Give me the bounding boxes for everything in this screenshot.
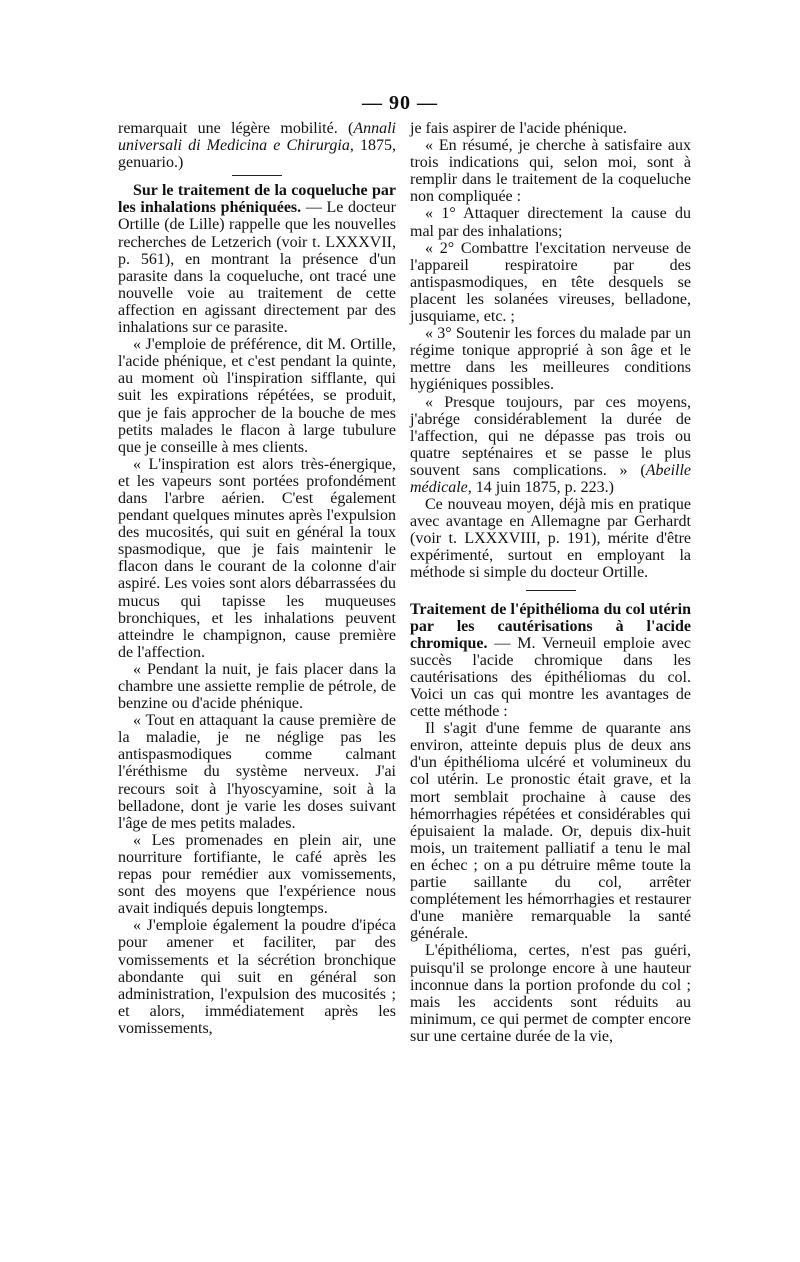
section-title: Sur le traitement de la coqueluche par les inhalations phéniquées. [118, 182, 396, 217]
right-column [410, 120, 691, 1045]
citation-paragraph [410, 394, 691, 497]
paragraph: « 1° Attaquer directement la cause du mal par des inhalations; [410, 205, 691, 240]
section-separator [526, 590, 576, 591]
section-paragraph [118, 182, 396, 336]
paragraph: « J'emploie également la poudre d'ipéca pour amener et faciliter, par des vomissements et la sécrétion bronchique abondante qui suit en général son administration, l'expulsion des mucosités ; et alors, immédiatement après les vomissements, [118, 917, 396, 1037]
section-paragraph [410, 601, 691, 721]
paragraph: Il s'agit d'une femme de quarante ans environ, atteinte depuis plus de deux ans d'un épithélioma ulcéré et volumineux du col utérin. Le pronostic était grave, et la mort semblait prochaine à cause des hémorrhagies répétées et considérables qui épuisaient la malade. Or, depuis dix-huit mois, un traitement palliatif a tenu le mal en échec ; on a pu détruire même toute la partie saillante du col, arrêter complétement les hémorrhagies et restaurer d'une manière remarquable la santé générale. [410, 720, 691, 943]
paragraph: « J'emploie de préférence, dit M. Ortille, l'acide phénique, et c'est pendant la quinte, au moment où l'inspiration sifflante, qui suit les expirations répétées, se produit, que je fais approcher de la bouche de mes petits malades le flacon à large tubulure que je conseille à mes clients. [118, 336, 396, 456]
journal-citation: Annali universali di Medicina e Chirurgia [118, 120, 396, 155]
paragraph-text: remarquait une légère mobilité. ( [118, 120, 354, 137]
citation-date: , 1875, genuario.) [118, 137, 396, 172]
paragraph-text: — M. Verneuil emploie avec succès l'acide chromique dans les cautérisations des épithéliomas du col. Voici un cas qui montre les avantages de cette méthode : [410, 634, 691, 721]
paragraph: Ce nouveau moyen, déjà mis en pratique avec avantage en Allemagne par Gerhardt (voir t. LXXXVIII, p. 191), mérite d'être expérimenté, surtout en employant la méthode si simple du docteur Ortille. [410, 496, 691, 582]
citation-date: , 14 juin 1875, p. 223.) [467, 478, 614, 496]
page-number: — 90 — [362, 92, 438, 114]
paragraph: « Pendant la nuit, je fais placer dans la chambre une assiette remplie de pétrole, de benzine ou d'acide phénique. [118, 660, 396, 713]
citation-paragraph [118, 120, 396, 171]
paragraph: « En résumé, je cherche à satisfaire aux trois indications qui, selon moi, sont à remplir dans le traitement de la coqueluche non compliquée : [410, 137, 691, 206]
paragraph: je fais aspirer de l'acide phénique. [410, 120, 628, 137]
paragraph: « Les promenades en plein air, une nourriture fortifiante, le café après les repas pour remédier aux vomissements, sont des moyens que l'expérience nous avait indiqués depuis longtemps. [118, 831, 396, 918]
paragraph-text: — Le docteur Ortille (de Lille) rappelle que les nouvelles recherches de Letzerich (voir t. LXXXVII, p. 561), en montrant la présence d'un parasite dans la coqueluche, ont tracé une nouvelle voie au traitement de cette affection en agissant directement par des inhalations sur ce parasite. [118, 199, 396, 337]
paragraph: « L'inspiration est alors très-énergique, et les vapeurs sont portées profondément dans l'arbre aérien. C'est également pendant quelques minutes après l'expulsion des mucosités, qui suit en général la toux spasmodique, que je fais maintenir le flacon dans le courant de la colonne d'air aspiré. Les voies sont alors débarrassées du mucus qui tapisse les muqueuses bronchiques, et les inhalations peuvent atteindre le champignon, cause première de l'affection. [118, 455, 396, 661]
left-column [118, 120, 396, 1037]
paragraph-text: « Presque toujours, par ces moyens, j'abrége considérablement la durée de l'affection, qui ne dépasse pas trois ou quatre septénaires et se passe le plus souvent sans complications. » ( [410, 393, 691, 479]
paragraph: L'épithélioma, certes, n'est pas guéri, puisqu'il se prolonge encore à une hauteur inconnue dans la portion profonde du col ; mais les accidents sont réduits au minimum, ce qui permet de compter encore sur une certaine durée de la vie, [410, 942, 691, 1045]
section-title: Traitement de l'épithélioma du col utérin par les cautérisations à l'acide chromique. [410, 600, 691, 652]
paragraph: « Tout en attaquant la cause première de la maladie, je ne néglige pas les antispasmodiques comme calmant l'éréthisme du système nerveux. J'ai recours soit à l'hyoscyamine, soit à la belladone, dont je varie les doses suivant l'âge de mes petits malades. [118, 712, 396, 832]
section-separator [232, 175, 282, 176]
journal-citation: Abeille médicale [410, 461, 691, 496]
paragraph: « 2° Combattre l'excitation nerveuse de l'appareil respiratoire par des antispasmodiques, en tête desquels se placent les solanées vireuses, belladone, jusquiame, etc. ; [410, 239, 691, 326]
paragraph: « 3° Soutenir les forces du malade par un régime tonique approprié à son âge et le mettre dans les meilleures conditions hygiéniques possibles. [410, 325, 691, 394]
